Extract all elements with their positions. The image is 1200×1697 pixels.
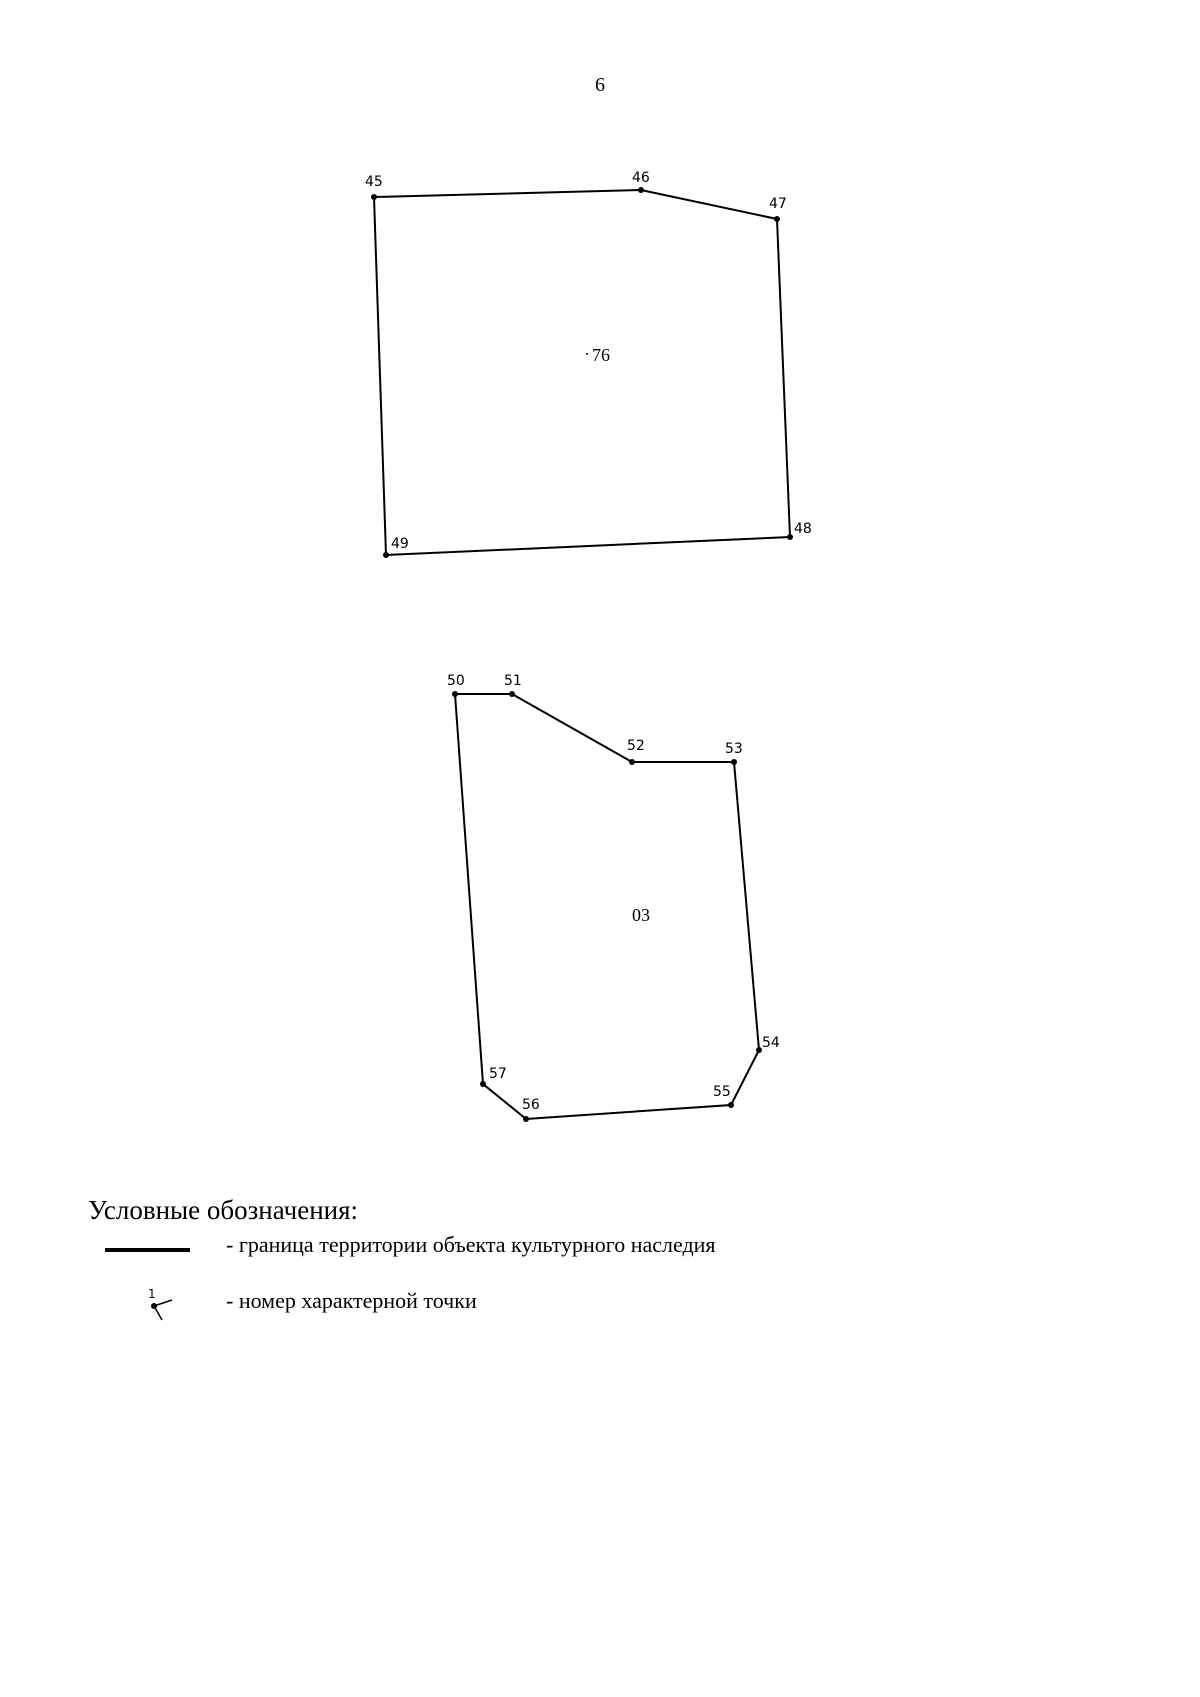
boundary-point-56 [523, 1116, 529, 1122]
point-label-52: 52 [627, 738, 645, 754]
area-label-03: 03 [632, 905, 650, 925]
boundary-point-50 [452, 691, 458, 697]
point-label-55: 55 [713, 1084, 731, 1100]
point-label-57: 57 [489, 1066, 507, 1082]
boundary-point-52 [629, 759, 635, 765]
boundary-line-symbol [105, 1248, 190, 1252]
point-label-45: 45 [365, 174, 383, 190]
boundary-point-46 [638, 187, 644, 193]
point-label-50: 50 [447, 673, 465, 689]
boundary-point-47 [774, 216, 780, 222]
plot-03 [447, 673, 780, 1122]
legend-item-point [0, 1288, 1200, 1328]
legend-title: Условные обозначения: [88, 1195, 359, 1225]
point-label-48: 48 [794, 521, 812, 537]
point-label-46: 46 [632, 170, 650, 186]
plot-boundary [455, 694, 759, 1119]
boundary-point-48 [787, 534, 793, 540]
page-number: 6 [595, 74, 605, 96]
boundary-point-51 [509, 691, 515, 697]
plot-boundary [374, 190, 790, 555]
legend-point-sample-label: 1 [148, 1288, 156, 1301]
point-label-51: 51 [504, 673, 522, 689]
boundary-point-45 [371, 194, 377, 200]
area-label-76: 76 [592, 345, 610, 365]
boundary-point-57 [480, 1081, 486, 1087]
point-label-47: 47 [769, 196, 787, 212]
point-label-56: 56 [522, 1097, 540, 1113]
legend-text-boundary: - граница территории объекта культурного наследия [226, 1232, 716, 1257]
legend-item-boundary [0, 1232, 1200, 1272]
boundary-point-53 [731, 759, 737, 765]
point-label-54: 54 [762, 1035, 780, 1051]
boundary-point-49 [383, 552, 389, 558]
point-label-53: 53 [725, 741, 743, 757]
boundary-point-55 [728, 1102, 734, 1108]
area-center-dot [586, 353, 588, 355]
characteristic-point-icon [140, 1288, 180, 1338]
legend-text-point: - номер характерной точки [226, 1288, 477, 1313]
point-label-49: 49 [391, 536, 409, 552]
plot-76 [365, 170, 812, 558]
